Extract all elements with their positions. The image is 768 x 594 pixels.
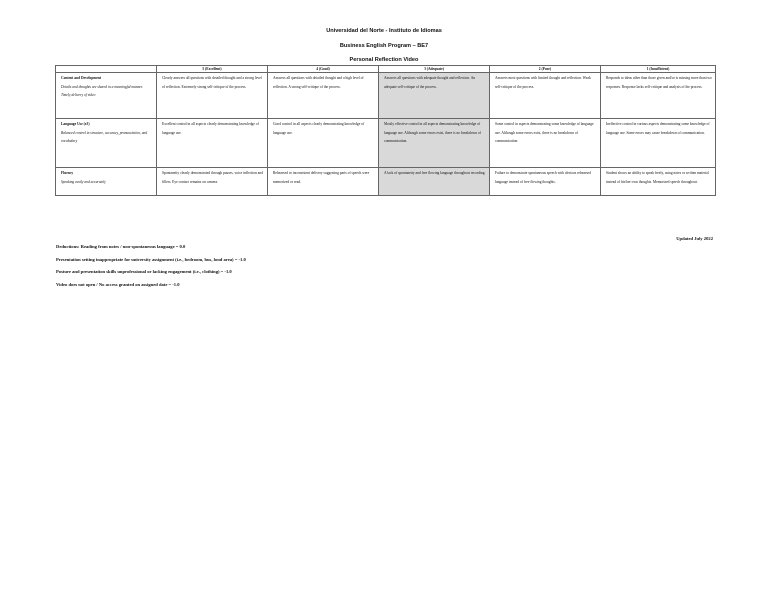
criterion-title: Content and Development — [61, 76, 102, 80]
rubric-cell-highlighted: Mostly effective control in all aspects demonstrating knowledge of language use. Although some errors exist, there is no breakdown of communication. — [379, 119, 490, 168]
criterion-cell — [56, 168, 157, 196]
assignment-title: Personal Reflection Video — [349, 57, 419, 63]
updated-date: Updated July 2022 — [676, 236, 713, 241]
rubric-cell: Answers most questions with limited thought and reflection. Weak self-critique of the process. — [490, 73, 601, 119]
column-header: 1 (Insufficient) — [601, 66, 716, 73]
rubric-cell: Failure to demonstrate spontaneous speech with obvious rehearsed language instead of free flowing thoughts. — [490, 168, 601, 196]
column-header: 3 (Adequate) — [379, 66, 490, 73]
criterion-title: Language Use (x3) — [61, 122, 90, 126]
rubric-cell-highlighted: A lack of spontaneity and free flowing language throughout recording. — [379, 168, 490, 196]
column-header: 4 (Good) — [268, 66, 379, 73]
deduction-item: Video does not open / No access granted on assigned date = -1.0 — [56, 281, 180, 287]
rubric-table — [55, 65, 716, 196]
rubric-cell: Good control in all aspects clearly demonstrating knowledge of language use. — [268, 119, 379, 168]
deductions-list — [56, 244, 246, 294]
rubric-row-fluency — [56, 168, 716, 196]
deduction-item: Presentation setting inappropriate for university assignment (i.e., bedroom, bus, loud area) = -1.0 — [56, 256, 246, 262]
program-title: Business English Program – BE7 — [339, 43, 429, 49]
rubric-cell: Some control in aspects demonstrating some knowledge of language use. Although some errors exist, there is no breakdown of communication. — [490, 119, 601, 168]
rubric-cell: Student shows an ability to speak freely, using notes or written material instead of his/her own thoughts. Memorized speech throughout. — [601, 168, 716, 196]
rubric-cell: Responds to ideas other than those given and/or is missing more than two responses. Response lacks self-critique and analysis of the process. — [601, 73, 716, 119]
criterion-cell — [56, 73, 157, 119]
criterion-title: Fluency — [61, 171, 74, 175]
rubric-cell: Excellent control in all aspects clearly demonstrating knowledge of language use. — [157, 119, 268, 168]
rubric-cell: Answers all questions with detailed thought and a high level of reflection. A strong self-critique of the process. — [268, 73, 379, 119]
rubric-cell: Ineffective control in various aspects demonstrating some knowledge of language use. Some errors may cause breakdown of communication. — [601, 119, 716, 168]
rubric-row-language — [56, 119, 716, 168]
deduction-item: Deductions: Reading from notes / non-spontaneous language = 0.0 — [56, 244, 186, 249]
criteria-header-cell — [56, 66, 157, 73]
rubric-row-content — [56, 73, 716, 119]
column-header: 2 (Poor) — [490, 66, 601, 73]
rubric-cell: Rehearsed or inconsistent delivery suggesting parts of speech were memorized or read. — [268, 168, 379, 196]
rubric-header-row — [56, 66, 716, 73]
rubric-cell: Spontaneity clearly demonstrated through pauses, voice inflection and fillers. Eye contact remains on camera. — [157, 168, 268, 196]
column-header: 5 (Excellent) — [157, 66, 268, 73]
rubric-cell-highlighted: Answers all questions with adequate thought and reflection. An adequate self-critique of the process. — [379, 73, 490, 119]
institution-title: Universidad del Norte - Instituto de Idiomas — [326, 28, 442, 34]
deduction-item: Posture and presentation skills unprofessional or lacking engagement (i.e., clothing) = -1.0 — [56, 269, 232, 274]
criterion-cell — [56, 119, 157, 168]
rubric-cell: Clearly answers all questions with detailed thought and a strong level of reflection. Extremely strong self-critique of the process. — [157, 73, 268, 119]
criterion-description: Details and thoughts are shared in a meaningful manner. Timely delivery of video — [61, 84, 143, 98]
criterion-description: Speaking easily and accurately — [61, 179, 106, 184]
criterion-description: Balanced control in structure, accuracy, pronunciation, and vocabulary — [61, 130, 148, 144]
